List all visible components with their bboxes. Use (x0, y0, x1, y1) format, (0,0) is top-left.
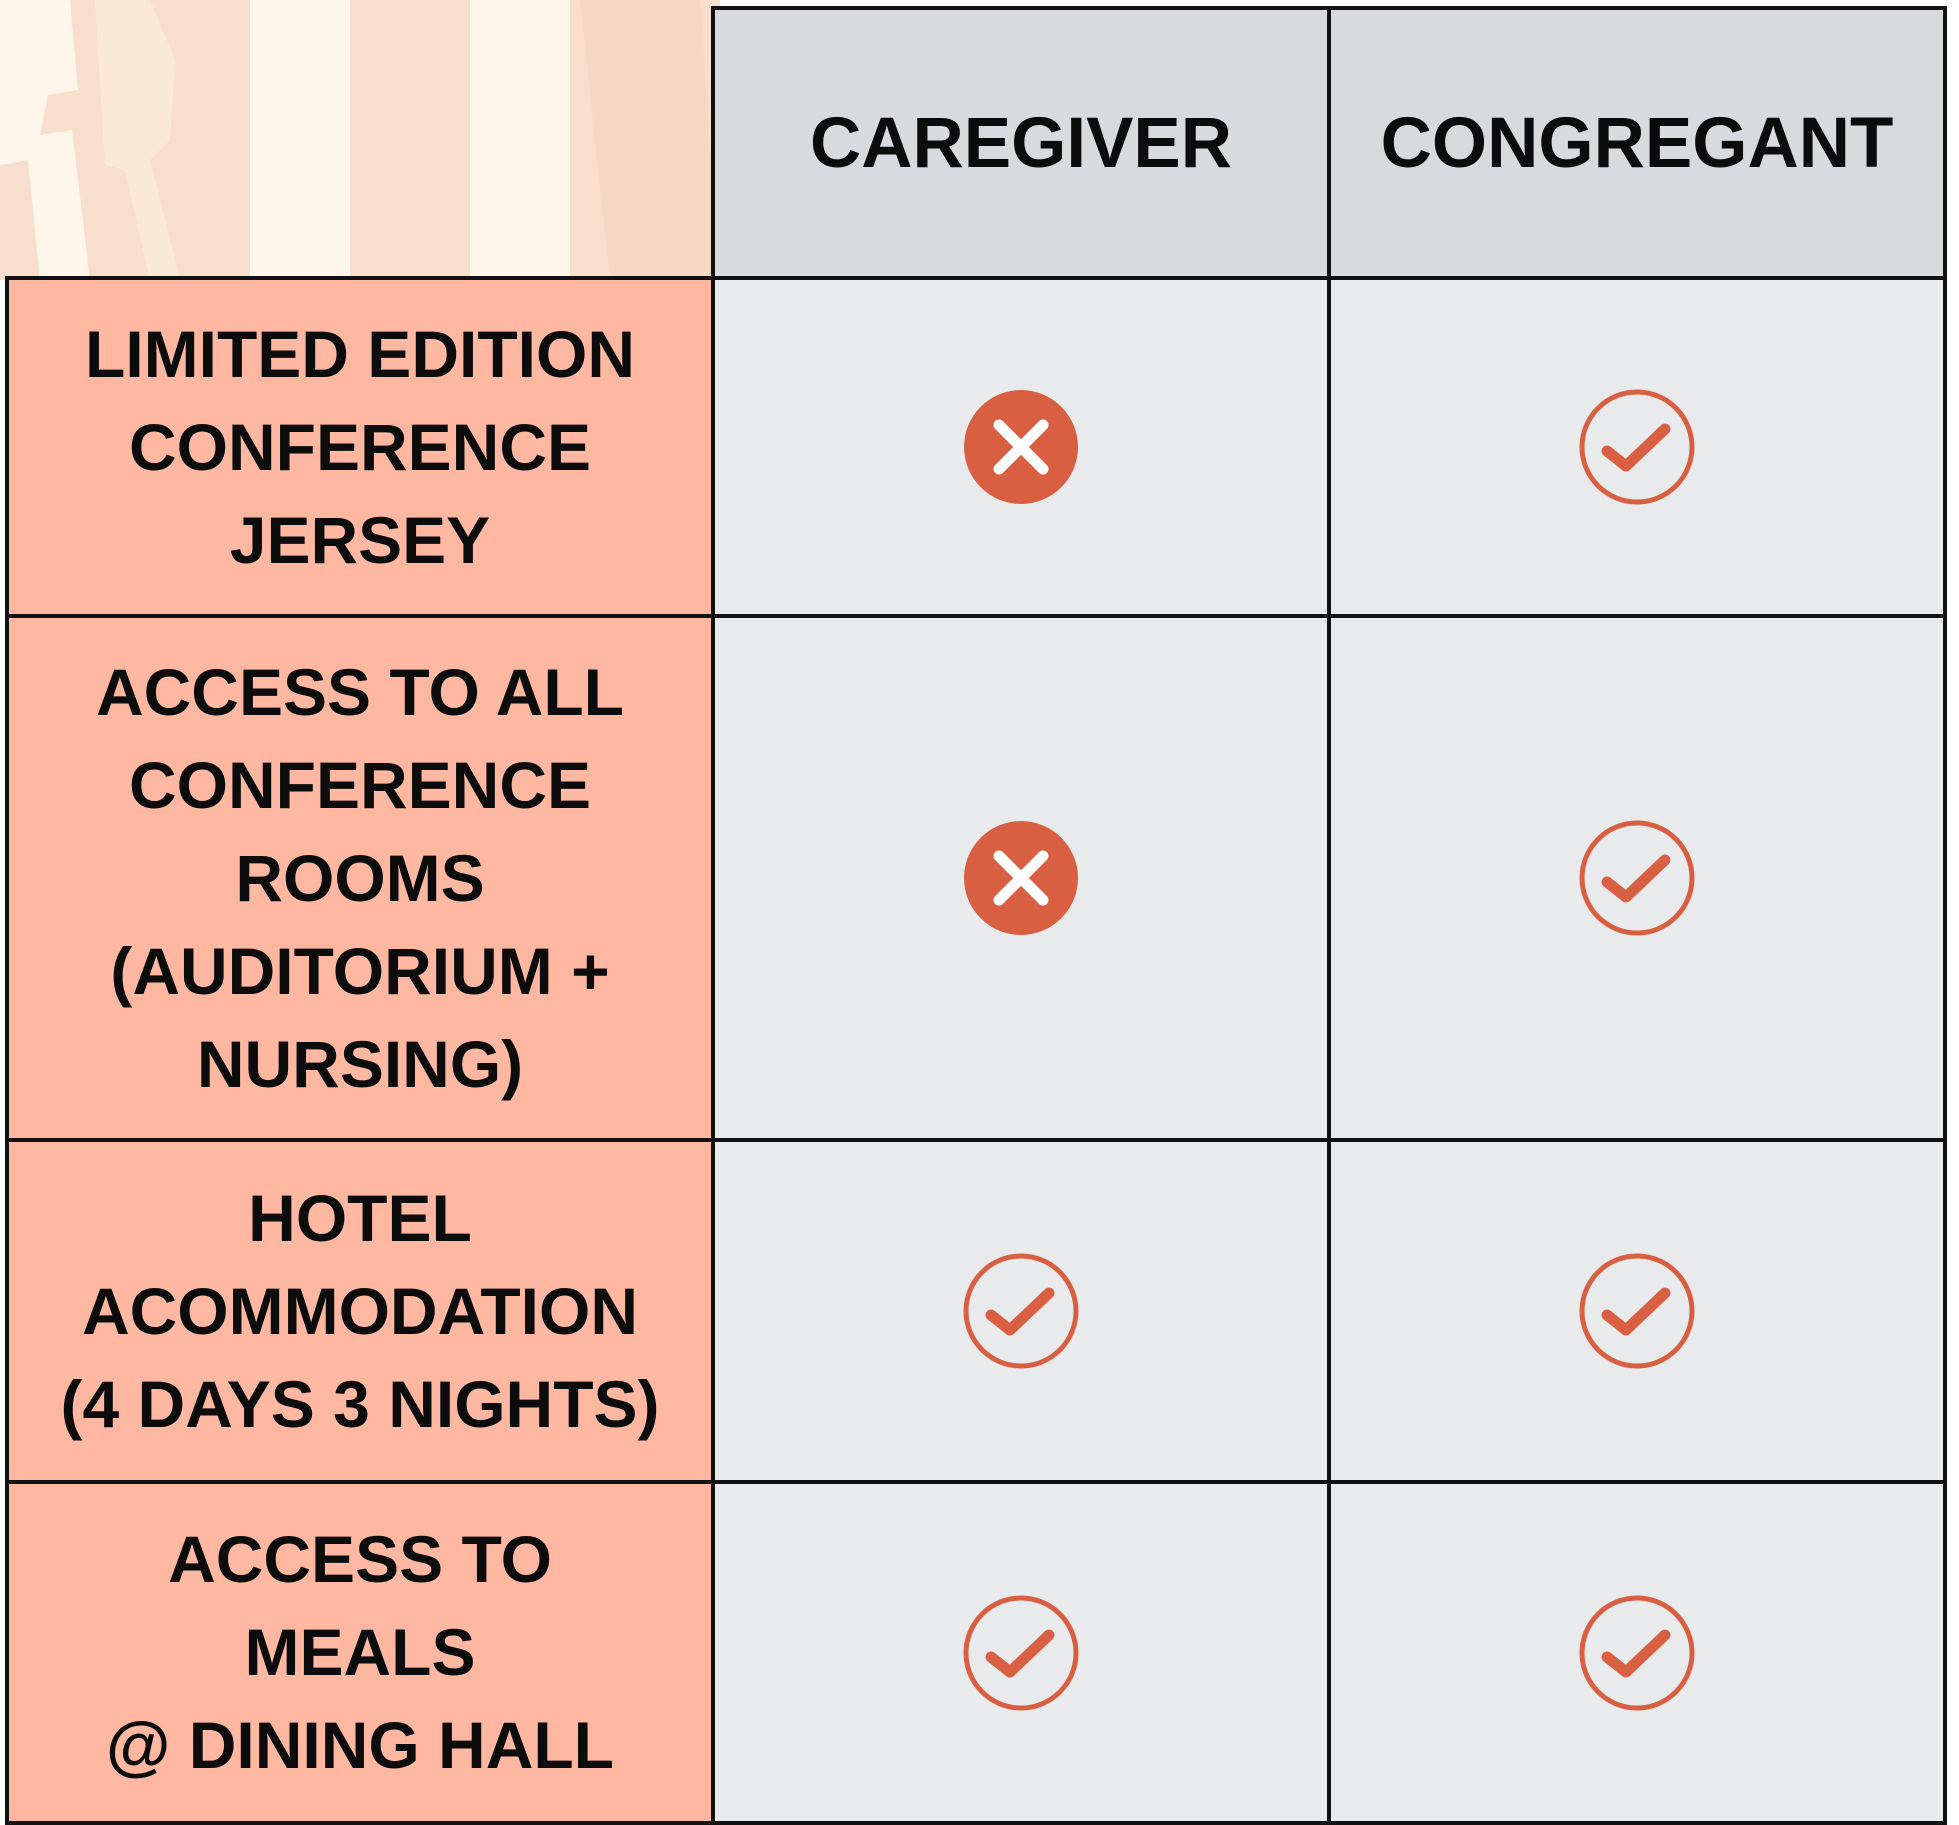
row-label-line: JERSEY (229, 502, 491, 577)
x-circle-icon (961, 818, 1081, 938)
check-circle-icon (1577, 1593, 1697, 1713)
column-header-label: CONGREGANT (1380, 103, 1894, 183)
row-label-text (60, 1172, 659, 1451)
row-label-meals (5, 1480, 715, 1825)
cell-caregiver-meals (711, 1480, 1331, 1825)
row-label-conference-rooms (5, 614, 715, 1142)
row-label-line: CONFERENCE (128, 747, 592, 822)
row-label-line: HOTEL (248, 1180, 472, 1255)
x-circle-icon (961, 387, 1081, 507)
check-circle-icon (1577, 387, 1697, 507)
row-label-line: LIMITED EDITION (85, 316, 635, 391)
check-circle-icon (1577, 1251, 1697, 1371)
check-circle-icon (961, 1593, 1081, 1713)
row-label-line: MEALS (244, 1615, 476, 1689)
row-label-line: ROOMS (235, 840, 485, 915)
column-header-congregant (1327, 6, 1947, 280)
cell-caregiver-conference-rooms (711, 614, 1331, 1142)
row-label-line: @ DINING HALL (106, 1708, 614, 1782)
row-label-text (96, 646, 624, 1111)
row-label-jersey (5, 276, 715, 618)
row-label-line: CONFERENCE (128, 409, 592, 484)
row-label-line: (AUDITORIUM + (110, 933, 610, 1008)
row-label-hotel (5, 1138, 715, 1484)
cell-caregiver-jersey (711, 276, 1331, 618)
cell-congregant-jersey (1327, 276, 1947, 618)
row-label-line: ACCESS TO ALL (95, 654, 625, 729)
cell-congregant-meals (1327, 1480, 1947, 1825)
row-label-line: ACOMMODATION (81, 1273, 639, 1348)
column-header-label: CAREGIVER (809, 103, 1233, 183)
cell-congregant-hotel (1327, 1138, 1947, 1484)
cell-caregiver-hotel (711, 1138, 1331, 1484)
row-label-line: (4 DAYS 3 NIGHTS) (60, 1366, 660, 1441)
row-label-line: ACCESS TO (168, 1522, 552, 1596)
row-label-text (106, 1513, 614, 1792)
check-circle-icon (1577, 818, 1697, 938)
cell-congregant-conference-rooms (1327, 614, 1947, 1142)
column-header-caregiver (711, 6, 1331, 280)
row-label-line: NURSING) (196, 1026, 524, 1101)
row-label-text (85, 308, 635, 587)
check-circle-icon (961, 1251, 1081, 1371)
